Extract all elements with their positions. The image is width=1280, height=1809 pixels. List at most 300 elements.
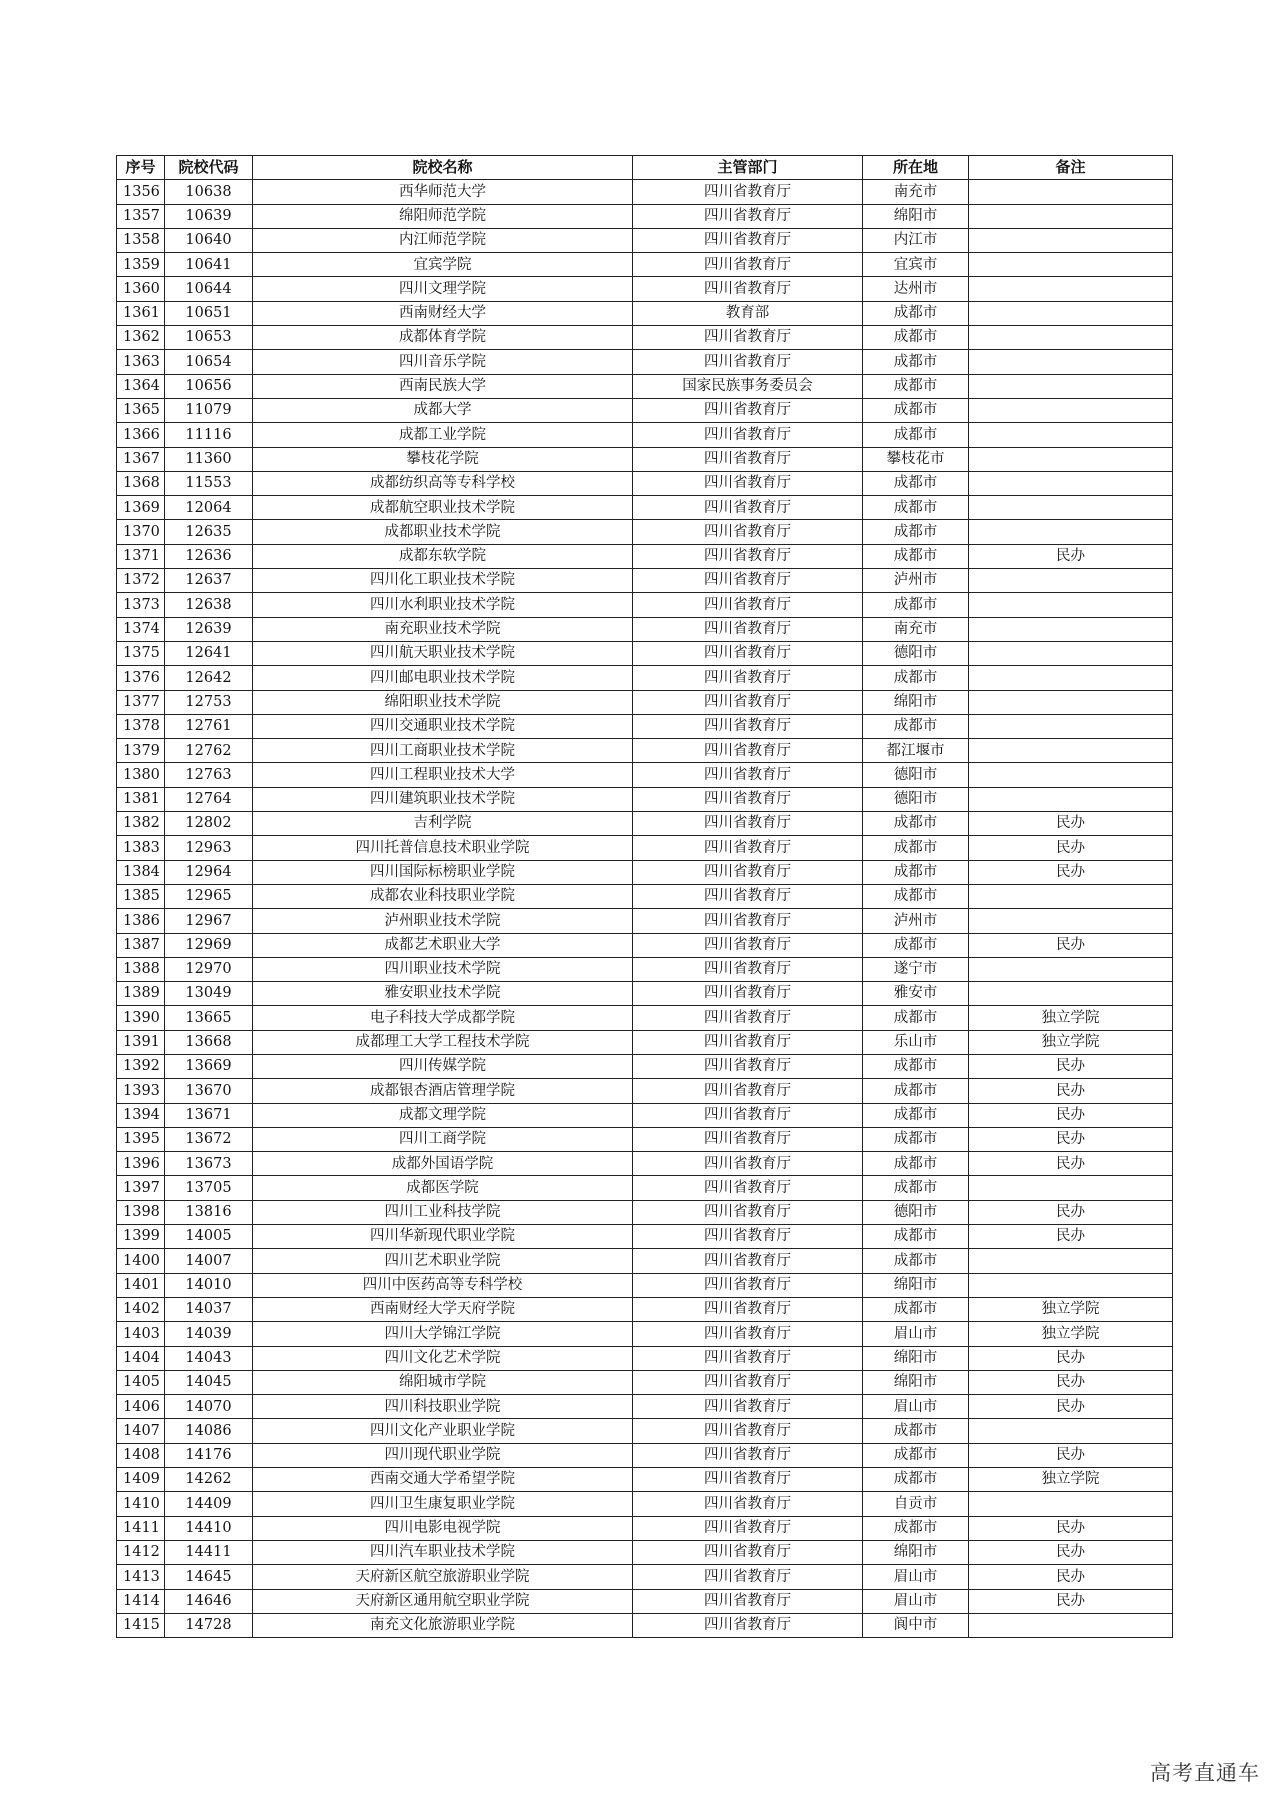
cell-department: 四川省教育厅	[633, 933, 863, 957]
table-row	[117, 277, 1173, 301]
cell-department: 四川省教育厅	[633, 690, 863, 714]
cell-name: 四川国际标榜职业学院	[253, 860, 633, 884]
cell-seq: 1394	[117, 1103, 165, 1127]
cell-department: 四川省教育厅	[633, 836, 863, 860]
table-row	[117, 617, 1173, 641]
cell-code: 12639	[165, 617, 253, 641]
table-row	[117, 957, 1173, 981]
cell-seq: 1358	[117, 228, 165, 252]
cell-department: 国家民族事务委员会	[633, 374, 863, 398]
cell-location: 成都市	[863, 812, 969, 836]
cell-seq: 1392	[117, 1054, 165, 1078]
cell-remarks	[969, 884, 1173, 908]
cell-name: 四川托普信息技术职业学院	[253, 836, 633, 860]
cell-location: 绵阳市	[863, 1540, 969, 1564]
cell-remarks: 民办	[969, 860, 1173, 884]
cell-code: 10638	[165, 180, 253, 204]
cell-name: 绵阳师范学院	[253, 204, 633, 228]
header-department: 主管部门	[633, 156, 863, 180]
cell-code: 14262	[165, 1468, 253, 1492]
cell-code: 10639	[165, 204, 253, 228]
cell-seq: 1378	[117, 714, 165, 738]
table-row	[117, 1176, 1173, 1200]
cell-remarks: 民办	[969, 1516, 1173, 1540]
cell-remarks: 独立学院	[969, 1006, 1173, 1030]
table-row	[117, 690, 1173, 714]
cell-name: 成都工业学院	[253, 423, 633, 447]
cell-code: 10656	[165, 374, 253, 398]
cell-name: 南充文化旅游职业学院	[253, 1613, 633, 1637]
cell-location: 成都市	[863, 836, 969, 860]
cell-seq: 1400	[117, 1249, 165, 1273]
cell-name: 宜宾学院	[253, 253, 633, 277]
cell-location: 成都市	[863, 326, 969, 350]
cell-seq: 1406	[117, 1395, 165, 1419]
cell-department: 四川省教育厅	[633, 447, 863, 471]
cell-remarks	[969, 617, 1173, 641]
cell-department: 四川省教育厅	[633, 763, 863, 787]
cell-seq: 1362	[117, 326, 165, 350]
cell-department: 四川省教育厅	[633, 1225, 863, 1249]
cell-department: 四川省教育厅	[633, 1346, 863, 1370]
table-row	[117, 909, 1173, 933]
cell-name: 电子科技大学成都学院	[253, 1006, 633, 1030]
cell-name: 南充职业技术学院	[253, 617, 633, 641]
table-row	[117, 1322, 1173, 1346]
cell-name: 四川现代职业学院	[253, 1443, 633, 1467]
cell-location: 雅安市	[863, 982, 969, 1006]
cell-code: 14646	[165, 1589, 253, 1613]
cell-location: 成都市	[863, 933, 969, 957]
cell-name: 四川科技职业学院	[253, 1395, 633, 1419]
cell-location: 成都市	[863, 1443, 969, 1467]
cell-seq: 1360	[117, 277, 165, 301]
cell-remarks	[969, 909, 1173, 933]
cell-seq: 1412	[117, 1540, 165, 1564]
cell-name: 成都体育学院	[253, 326, 633, 350]
table-row	[117, 1030, 1173, 1054]
cell-location: 成都市	[863, 1054, 969, 1078]
cell-name: 四川文化艺术学院	[253, 1346, 633, 1370]
table-row	[117, 787, 1173, 811]
table-row	[117, 1395, 1173, 1419]
cell-department: 四川省教育厅	[633, 1443, 863, 1467]
cell-location: 眉山市	[863, 1565, 969, 1589]
cell-code: 13665	[165, 1006, 253, 1030]
cell-location: 成都市	[863, 1516, 969, 1540]
cell-code: 10640	[165, 228, 253, 252]
cell-name: 成都文理学院	[253, 1103, 633, 1127]
cell-department: 四川省教育厅	[633, 1273, 863, 1297]
cell-seq: 1384	[117, 860, 165, 884]
cell-remarks	[969, 666, 1173, 690]
cell-location: 成都市	[863, 666, 969, 690]
cell-location: 乐山市	[863, 1030, 969, 1054]
cell-seq: 1377	[117, 690, 165, 714]
cell-code: 12967	[165, 909, 253, 933]
cell-code: 12635	[165, 520, 253, 544]
cell-name: 内江师范学院	[253, 228, 633, 252]
cell-location: 都江堰市	[863, 739, 969, 763]
table-row	[117, 1273, 1173, 1297]
cell-remarks: 民办	[969, 1370, 1173, 1394]
institution-table	[116, 155, 1173, 1638]
cell-name: 四川工商职业技术学院	[253, 739, 633, 763]
cell-remarks	[969, 569, 1173, 593]
cell-name: 西南民族大学	[253, 374, 633, 398]
cell-seq: 1379	[117, 739, 165, 763]
cell-department: 四川省教育厅	[633, 350, 863, 374]
cell-location: 绵阳市	[863, 690, 969, 714]
cell-location: 成都市	[863, 714, 969, 738]
table-row	[117, 496, 1173, 520]
table-row	[117, 1225, 1173, 1249]
cell-remarks	[969, 982, 1173, 1006]
cell-code: 13705	[165, 1176, 253, 1200]
cell-name: 成都航空职业技术学院	[253, 496, 633, 520]
cell-department: 四川省教育厅	[633, 1516, 863, 1540]
cell-code: 12965	[165, 884, 253, 908]
cell-code: 14007	[165, 1249, 253, 1273]
cell-code: 13672	[165, 1127, 253, 1151]
table-row	[117, 1468, 1173, 1492]
cell-remarks	[969, 350, 1173, 374]
cell-location: 达州市	[863, 277, 969, 301]
table-row	[117, 641, 1173, 665]
cell-remarks: 独立学院	[969, 1297, 1173, 1321]
cell-code: 14037	[165, 1297, 253, 1321]
cell-name: 四川工业科技学院	[253, 1200, 633, 1224]
cell-name: 四川华新现代职业学院	[253, 1225, 633, 1249]
table-row	[117, 326, 1173, 350]
cell-remarks	[969, 277, 1173, 301]
cell-code: 11079	[165, 398, 253, 422]
cell-code: 14411	[165, 1540, 253, 1564]
table-row	[117, 1103, 1173, 1127]
cell-seq: 1359	[117, 253, 165, 277]
cell-remarks	[969, 763, 1173, 787]
cell-code: 14176	[165, 1443, 253, 1467]
cell-department: 四川省教育厅	[633, 909, 863, 933]
cell-location: 眉山市	[863, 1589, 969, 1613]
cell-location: 成都市	[863, 471, 969, 495]
cell-department: 四川省教育厅	[633, 1613, 863, 1637]
cell-remarks: 民办	[969, 1079, 1173, 1103]
cell-department: 四川省教育厅	[633, 423, 863, 447]
header-remarks: 备注	[969, 156, 1173, 180]
cell-code: 13816	[165, 1200, 253, 1224]
cell-department: 四川省教育厅	[633, 1565, 863, 1589]
table-body	[117, 180, 1173, 1638]
table-row	[117, 423, 1173, 447]
cell-department: 四川省教育厅	[633, 812, 863, 836]
cell-department: 四川省教育厅	[633, 1006, 863, 1030]
cell-seq: 1365	[117, 398, 165, 422]
cell-department: 四川省教育厅	[633, 593, 863, 617]
table-row	[117, 471, 1173, 495]
cell-department: 四川省教育厅	[633, 617, 863, 641]
cell-seq: 1389	[117, 982, 165, 1006]
cell-remarks	[969, 204, 1173, 228]
cell-remarks: 民办	[969, 1395, 1173, 1419]
cell-location: 眉山市	[863, 1395, 969, 1419]
cell-seq: 1395	[117, 1127, 165, 1151]
table-row	[117, 884, 1173, 908]
cell-remarks	[969, 374, 1173, 398]
cell-code: 13668	[165, 1030, 253, 1054]
header-location: 所在地	[863, 156, 969, 180]
cell-department: 四川省教育厅	[633, 739, 863, 763]
cell-remarks	[969, 1249, 1173, 1273]
cell-department: 四川省教育厅	[633, 471, 863, 495]
cell-department: 四川省教育厅	[633, 1103, 863, 1127]
cell-code: 11116	[165, 423, 253, 447]
cell-location: 阆中市	[863, 1613, 969, 1637]
cell-seq: 1405	[117, 1370, 165, 1394]
table-row	[117, 933, 1173, 957]
cell-code: 11553	[165, 471, 253, 495]
cell-code: 14005	[165, 1225, 253, 1249]
table-row	[117, 763, 1173, 787]
cell-seq: 1373	[117, 593, 165, 617]
cell-seq: 1391	[117, 1030, 165, 1054]
cell-department: 四川省教育厅	[633, 228, 863, 252]
cell-remarks: 民办	[969, 1103, 1173, 1127]
table-row	[117, 1540, 1173, 1564]
table-row	[117, 836, 1173, 860]
cell-location: 绵阳市	[863, 1370, 969, 1394]
cell-name: 成都医学院	[253, 1176, 633, 1200]
table-row	[117, 569, 1173, 593]
cell-department: 四川省教育厅	[633, 180, 863, 204]
cell-name: 绵阳职业技术学院	[253, 690, 633, 714]
cell-department: 四川省教育厅	[633, 787, 863, 811]
table-row	[117, 1346, 1173, 1370]
cell-location: 遂宁市	[863, 957, 969, 981]
cell-name: 吉利学院	[253, 812, 633, 836]
cell-location: 成都市	[863, 1152, 969, 1176]
cell-seq: 1398	[117, 1200, 165, 1224]
cell-department: 四川省教育厅	[633, 714, 863, 738]
table-row	[117, 1443, 1173, 1467]
cell-location: 绵阳市	[863, 1346, 969, 1370]
table-row	[117, 1516, 1173, 1540]
cell-department: 四川省教育厅	[633, 1127, 863, 1151]
table-row	[117, 739, 1173, 763]
cell-location: 德阳市	[863, 763, 969, 787]
table-row	[117, 1565, 1173, 1589]
cell-code: 12970	[165, 957, 253, 981]
cell-seq: 1383	[117, 836, 165, 860]
cell-code: 13049	[165, 982, 253, 1006]
table-row	[117, 1249, 1173, 1273]
cell-department: 四川省教育厅	[633, 982, 863, 1006]
cell-remarks	[969, 180, 1173, 204]
cell-code: 12638	[165, 593, 253, 617]
cell-code: 14645	[165, 1565, 253, 1589]
table-row	[117, 860, 1173, 884]
cell-seq: 1369	[117, 496, 165, 520]
cell-location: 绵阳市	[863, 1273, 969, 1297]
cell-seq: 1356	[117, 180, 165, 204]
table-row	[117, 1006, 1173, 1030]
cell-code: 12963	[165, 836, 253, 860]
cell-name: 四川建筑职业技术学院	[253, 787, 633, 811]
cell-seq: 1409	[117, 1468, 165, 1492]
cell-location: 宜宾市	[863, 253, 969, 277]
cell-department: 四川省教育厅	[633, 1492, 863, 1516]
cell-code: 13669	[165, 1054, 253, 1078]
cell-code: 14410	[165, 1516, 253, 1540]
cell-name: 四川航天职业技术学院	[253, 641, 633, 665]
table-row	[117, 1589, 1173, 1613]
table-row	[117, 714, 1173, 738]
cell-seq: 1386	[117, 909, 165, 933]
cell-location: 成都市	[863, 398, 969, 422]
cell-code: 12969	[165, 933, 253, 957]
cell-name: 四川工商学院	[253, 1127, 633, 1151]
cell-location: 德阳市	[863, 787, 969, 811]
cell-seq: 1381	[117, 787, 165, 811]
cell-remarks	[969, 423, 1173, 447]
cell-name: 成都职业技术学院	[253, 520, 633, 544]
cell-code: 12753	[165, 690, 253, 714]
cell-seq: 1363	[117, 350, 165, 374]
cell-department: 四川省教育厅	[633, 1297, 863, 1321]
cell-location: 成都市	[863, 593, 969, 617]
cell-location: 成都市	[863, 1468, 969, 1492]
cell-seq: 1382	[117, 812, 165, 836]
cell-location: 成都市	[863, 1006, 969, 1030]
cell-remarks: 独立学院	[969, 1030, 1173, 1054]
cell-name: 成都银杏酒店管理学院	[253, 1079, 633, 1103]
cell-code: 12761	[165, 714, 253, 738]
cell-remarks	[969, 520, 1173, 544]
cell-remarks	[969, 447, 1173, 471]
cell-name: 西华师范大学	[253, 180, 633, 204]
cell-department: 四川省教育厅	[633, 957, 863, 981]
table-row	[117, 1200, 1173, 1224]
cell-remarks: 民办	[969, 1346, 1173, 1370]
cell-name: 天府新区航空旅游职业学院	[253, 1565, 633, 1589]
table-row	[117, 180, 1173, 204]
cell-code: 12637	[165, 569, 253, 593]
cell-name: 雅安职业技术学院	[253, 982, 633, 1006]
cell-name: 成都外国语学院	[253, 1152, 633, 1176]
cell-remarks: 独立学院	[969, 1322, 1173, 1346]
cell-code: 14039	[165, 1322, 253, 1346]
cell-name: 四川文化产业职业学院	[253, 1419, 633, 1443]
cell-department: 四川省教育厅	[633, 1176, 863, 1200]
table-row	[117, 812, 1173, 836]
cell-remarks: 民办	[969, 1152, 1173, 1176]
cell-location: 眉山市	[863, 1322, 969, 1346]
cell-code: 13670	[165, 1079, 253, 1103]
cell-name: 四川卫生康复职业学院	[253, 1492, 633, 1516]
table-row	[117, 520, 1173, 544]
cell-code: 14043	[165, 1346, 253, 1370]
cell-seq: 1390	[117, 1006, 165, 1030]
cell-remarks	[969, 326, 1173, 350]
cell-department: 四川省教育厅	[633, 544, 863, 568]
cell-remarks	[969, 471, 1173, 495]
table-row	[117, 1492, 1173, 1516]
cell-name: 西南财经大学天府学院	[253, 1297, 633, 1321]
cell-location: 成都市	[863, 1297, 969, 1321]
cell-seq: 1396	[117, 1152, 165, 1176]
cell-seq: 1397	[117, 1176, 165, 1200]
cell-department: 四川省教育厅	[633, 1419, 863, 1443]
cell-department: 四川省教育厅	[633, 496, 863, 520]
cell-department: 四川省教育厅	[633, 1468, 863, 1492]
cell-seq: 1370	[117, 520, 165, 544]
table-row	[117, 544, 1173, 568]
cell-department: 四川省教育厅	[633, 1200, 863, 1224]
cell-name: 四川音乐学院	[253, 350, 633, 374]
cell-location: 成都市	[863, 374, 969, 398]
cell-name: 成都理工大学工程技术学院	[253, 1030, 633, 1054]
table-row	[117, 1370, 1173, 1394]
table-row	[117, 253, 1173, 277]
cell-name: 泸州职业技术学院	[253, 909, 633, 933]
cell-location: 绵阳市	[863, 204, 969, 228]
table-row	[117, 1127, 1173, 1151]
cell-seq: 1415	[117, 1613, 165, 1637]
table-row	[117, 982, 1173, 1006]
cell-remarks	[969, 398, 1173, 422]
cell-remarks	[969, 593, 1173, 617]
cell-name: 四川传媒学院	[253, 1054, 633, 1078]
cell-name: 成都东软学院	[253, 544, 633, 568]
cell-location: 泸州市	[863, 569, 969, 593]
cell-remarks: 民办	[969, 1127, 1173, 1151]
cell-location: 德阳市	[863, 641, 969, 665]
cell-department: 四川省教育厅	[633, 1249, 863, 1273]
cell-seq: 1393	[117, 1079, 165, 1103]
cell-name: 成都艺术职业大学	[253, 933, 633, 957]
cell-department: 四川省教育厅	[633, 1054, 863, 1078]
cell-department: 四川省教育厅	[633, 204, 863, 228]
cell-code: 14045	[165, 1370, 253, 1394]
table-row	[117, 228, 1173, 252]
cell-name: 四川交通职业技术学院	[253, 714, 633, 738]
cell-location: 成都市	[863, 1249, 969, 1273]
cell-location: 成都市	[863, 884, 969, 908]
cell-department: 四川省教育厅	[633, 1322, 863, 1346]
cell-remarks: 民办	[969, 1443, 1173, 1467]
cell-name: 四川水利职业技术学院	[253, 593, 633, 617]
cell-location: 成都市	[863, 301, 969, 325]
cell-code: 12642	[165, 666, 253, 690]
cell-department: 四川省教育厅	[633, 1589, 863, 1613]
cell-code: 10651	[165, 301, 253, 325]
cell-remarks	[969, 787, 1173, 811]
table-row	[117, 301, 1173, 325]
cell-name: 四川工程职业技术大学	[253, 763, 633, 787]
cell-seq: 1376	[117, 666, 165, 690]
cell-remarks: 民办	[969, 544, 1173, 568]
cell-name: 四川大学锦江学院	[253, 1322, 633, 1346]
cell-location: 成都市	[863, 860, 969, 884]
cell-code: 12802	[165, 812, 253, 836]
cell-code: 12764	[165, 787, 253, 811]
cell-remarks: 民办	[969, 1225, 1173, 1249]
cell-location: 成都市	[863, 423, 969, 447]
cell-remarks	[969, 690, 1173, 714]
cell-department: 四川省教育厅	[633, 1540, 863, 1564]
cell-name: 成都纺织高等专科学校	[253, 471, 633, 495]
cell-department: 四川省教育厅	[633, 1370, 863, 1394]
